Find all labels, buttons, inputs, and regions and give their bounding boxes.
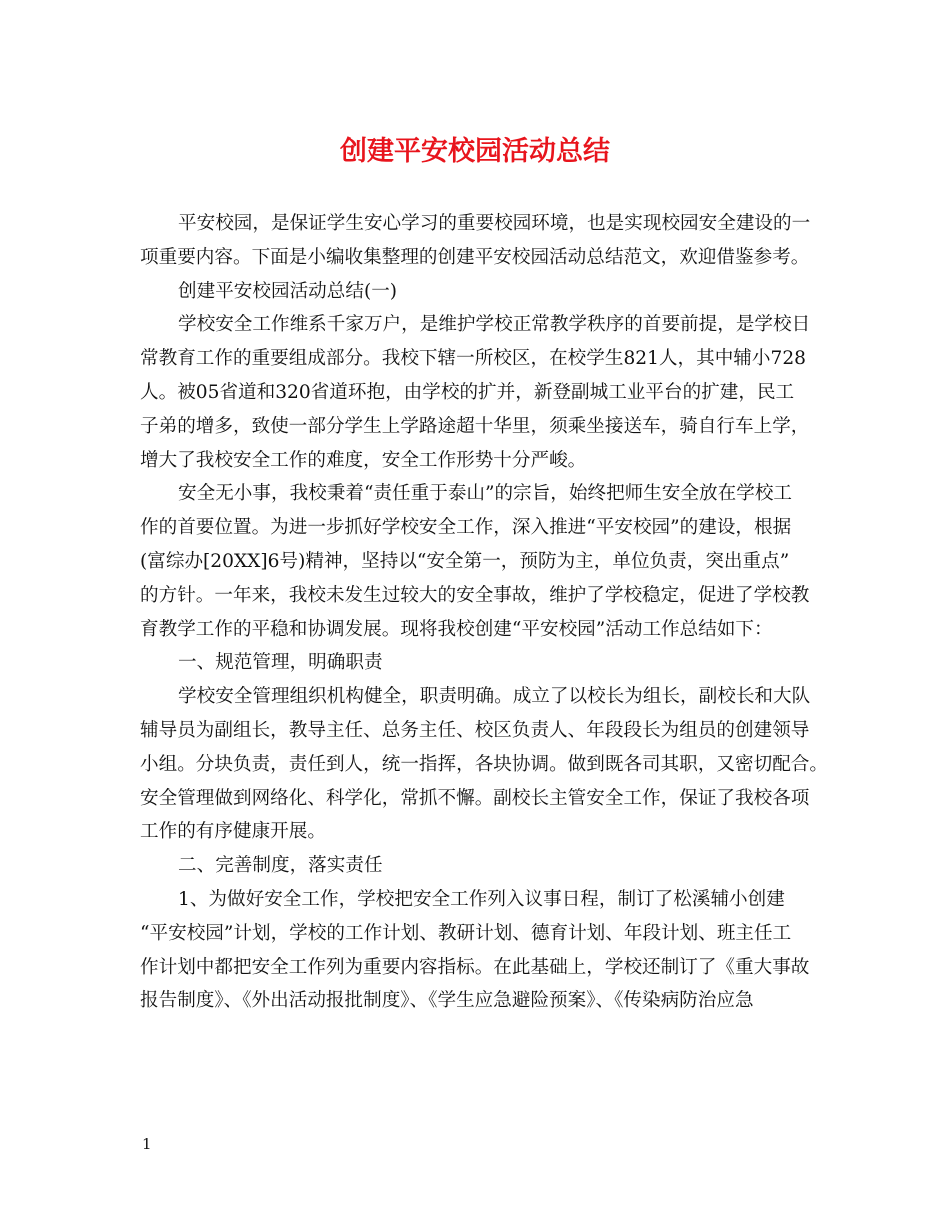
text-line: “平安校园”计划，学校的工作计划、教研计划、德育计划、年段计划、班主任工 — [140, 922, 792, 944]
text-line: 工作的有序健康开展。 — [140, 821, 326, 843]
text-line: 辅导员为副组长，教导主任、总务主任、校区负责人、年段段长为组员的创建领导 — [140, 719, 810, 741]
text-line: 作的首要位置。为进一步抓好学校安全工作，深入推进“平安校园”的建设，根据 — [140, 517, 792, 539]
text-line: 人。被05省道和320省道环抱，由学校的扩并，新登副城工业平台的扩建，民工 — [140, 381, 795, 403]
text-line: 育教学工作的平稳和协调发展。现将我校创建“平安校园”活动工作总结如下： — [140, 618, 773, 640]
text-line: 报告制度》、《外出活动报批制度》、《学生应急避险预案》、《传染病防治应急 — [140, 990, 754, 1012]
text-line: 学校安全工作维系千家万户，是维护学校正常教学秩序的首要前提，是学校日 — [178, 314, 811, 336]
text-line: 安全管理做到网络化、科学化，常抓不懈。副校长主管安全工作，保证了我校各项 — [140, 787, 810, 809]
text-line: 小组。分块负责，责任到人，统一指挥，各块协调。做到既各司其职，又密切配合。 — [140, 753, 828, 775]
page-number: 1 — [142, 1135, 152, 1153]
text-line: 的方针。一年来，我校未发生过较大的安全事故，维护了学校稳定，促进了学校教 — [140, 584, 810, 606]
page-title: 创建平安校园活动总结 — [340, 136, 610, 167]
text-line: 学校安全管理组织机构健全，职责明确。成立了以校长为组长，副校长和大队 — [178, 686, 811, 708]
text-line: (富综办[20XX]6号)精神，坚持以“安全第一，预防为主，单位负责，突出重点” — [140, 550, 790, 572]
document-body — [140, 207, 828, 1018]
text-line: 作计划中都把安全工作列为重要内容指标。在此基础上，学校还制订了《重大事故 — [140, 956, 810, 978]
text-line: 常教育工作的重要组成部分。我校下辖一所校区，在校学生821人，其中辅小728 — [140, 348, 806, 370]
text-line: 平安校园，是保证学生安心学习的重要校园环境，也是实现校园安全建设的一 — [178, 213, 811, 234]
text-line: 1、为做好安全工作，学校把安全工作列入议事日程，制订了松溪辅小创建 — [178, 888, 785, 910]
text-line: 增大了我校安全工作的难度，安全工作形势十分严峻。 — [140, 449, 587, 471]
text-line: 二、完善制度，落实责任 — [178, 855, 383, 877]
text-line: 一、规范管理，明确职责 — [178, 652, 383, 674]
text-line: 子弟的增多，致使一部分学生上学路途超十华里，须乘坐接送车，骑自行车上学， — [140, 415, 810, 437]
text-line: 创建平安校园活动总结(一) — [178, 280, 398, 302]
text-line: 项重要内容。下面是小编收集整理的创建平安校园活动总结范文，欢迎借鉴参考。 — [140, 246, 810, 268]
text-line: 安全无小事，我校秉着“责任重于泰山”的宗旨，始终把师生安全放在学校工 — [178, 483, 793, 505]
